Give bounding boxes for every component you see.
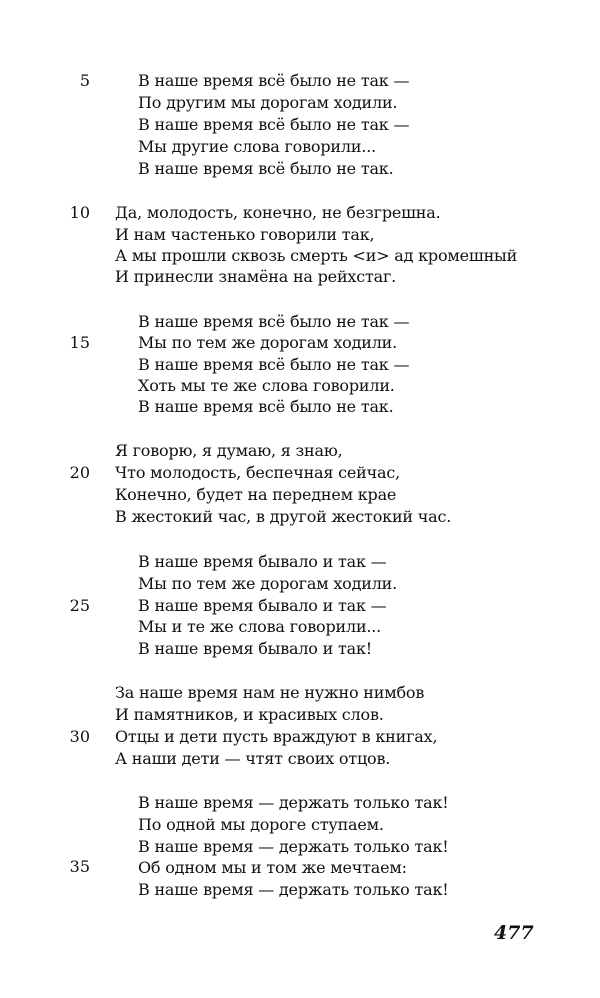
verse-line: Мы и те же слова говорили... (138, 617, 382, 636)
line-number: 30 (69, 727, 90, 746)
verse-line: Конечно, будет на переднем крае (115, 485, 397, 504)
verse-line: По одной мы дороге ступаем. (138, 815, 384, 834)
verse-line: Об одном мы и том же мечтаем: (138, 858, 407, 877)
line-number: 5 (79, 71, 90, 90)
verse-line: В наше время всё было не так. (138, 397, 394, 416)
verse-line: Мы по тем же дорогам ходили. (138, 333, 398, 352)
verse-line: В наше время всё было не так — (138, 312, 410, 331)
verse-line: И нам частенько говорили так, (115, 225, 375, 244)
verse-line: В наше время — держать только так! (138, 880, 449, 899)
verse-line: В наше время всё было не так. (138, 159, 394, 178)
verse-line: В наше время бывало и так! (138, 639, 372, 658)
line-number: 20 (69, 463, 90, 482)
verse-line: Мы другие слова говорили... (138, 137, 376, 156)
line-number: 25 (69, 596, 90, 615)
page-number: 477 (494, 922, 534, 944)
verse-line: По другим мы дорогам ходили. (138, 93, 398, 112)
verse-line: В жестокий час, в другой жестокий час. (115, 507, 452, 526)
line-number: 10 (69, 203, 90, 222)
verse-line: Хоть мы те же слова говорили. (138, 376, 395, 395)
verse-line: В наше время всё было не так — (138, 71, 410, 90)
verse-line: В наше время бывало и так — (138, 596, 387, 615)
verse-line: В наше время — держать только так! (138, 793, 449, 812)
verse-line: А мы прошли сквозь смерть <и> ад кромешный (115, 246, 518, 265)
verse-line: Отцы и дети пусть враждуют в книгах, (115, 727, 438, 746)
verse-line: За наше время нам не нужно нимбов (115, 683, 425, 702)
verse-line: В наше время — держать только так! (138, 837, 449, 856)
verse-line: И памятников, и красивых слов. (115, 705, 384, 724)
line-number: 15 (69, 333, 90, 352)
verse-line: А наши дети — чтят своих отцов. (115, 749, 391, 768)
verse-line: И принесли знамёна на рейхстаг. (115, 267, 397, 286)
verse-line: В наше время бывало и так — (138, 552, 387, 571)
verse-line: Что молодость, беспечная сейчас, (115, 463, 401, 482)
verse-line: Да, молодость, конечно, не безгрешна. (115, 203, 441, 222)
verse-line: В наше время всё было не так — (138, 355, 410, 374)
verse-line: Мы по тем же дорогам ходили. (138, 574, 398, 593)
line-number: 35 (69, 857, 90, 876)
verse-line: В наше время всё было не так — (138, 115, 410, 134)
verse-line: Я говорю, я думаю, я знаю, (115, 441, 343, 460)
